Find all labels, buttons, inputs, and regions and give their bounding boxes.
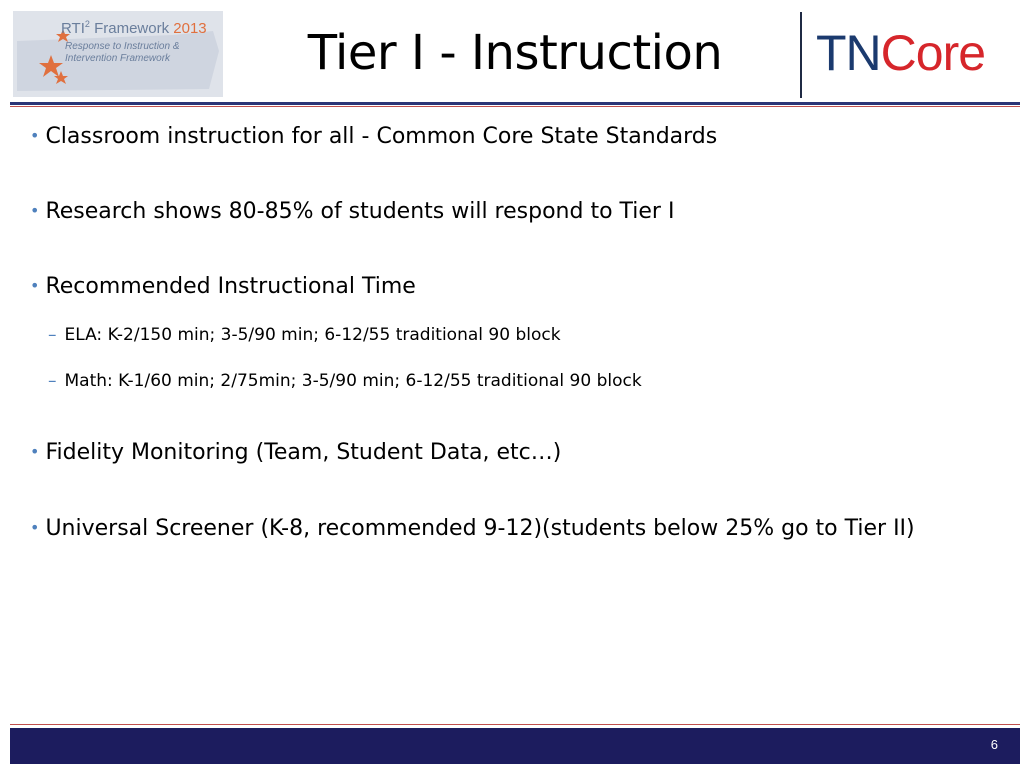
bullet-icon: •	[30, 126, 40, 145]
header-divider	[10, 102, 1020, 105]
bullet-icon: •	[30, 518, 40, 537]
sub-bullet-item: – Math: K-1/60 min; 2/75min; 3-5/90 min; 6-12/55 traditional 90 block	[48, 371, 642, 391]
bullet-item: • Classroom instruction for all - Common Core State Standards	[30, 124, 718, 149]
bullet-item: • Fidelity Monitoring (Team, Student Data, etc…)	[30, 440, 562, 465]
tncore-logo: TNCore	[816, 25, 986, 81]
header-divider-accent	[10, 106, 1020, 107]
bullet-icon: •	[30, 201, 40, 220]
logo-subtitle: Response to Instruction & Intervention Framework	[65, 41, 180, 64]
page-title: Tier I - Instruction	[307, 25, 723, 81]
brand-divider	[800, 12, 802, 98]
logo-title: RTI$^2$ Framework 2013	[61, 19, 207, 37]
bullet-item: • Universal Screener (K-8, recommended 9-12)(students below 25% go to Tier II)	[30, 516, 915, 541]
footer-divider	[10, 724, 1020, 725]
sub-bullet-item: – ELA: K-2/150 min; 3-5/90 min; 6-12/55 traditional 90 block	[48, 325, 561, 345]
bullet-item: • Recommended Instructional Time	[30, 274, 416, 299]
bullet-item: • Research shows 80-85% of students will respond to Tier I	[30, 199, 675, 224]
dash-icon: –	[48, 371, 57, 391]
dash-icon: –	[48, 325, 57, 345]
rti-framework-logo	[13, 11, 223, 97]
bullet-icon: •	[30, 276, 40, 295]
footer-bar	[10, 728, 1020, 764]
bullet-icon: •	[30, 442, 40, 461]
page-number: 6	[990, 737, 998, 752]
